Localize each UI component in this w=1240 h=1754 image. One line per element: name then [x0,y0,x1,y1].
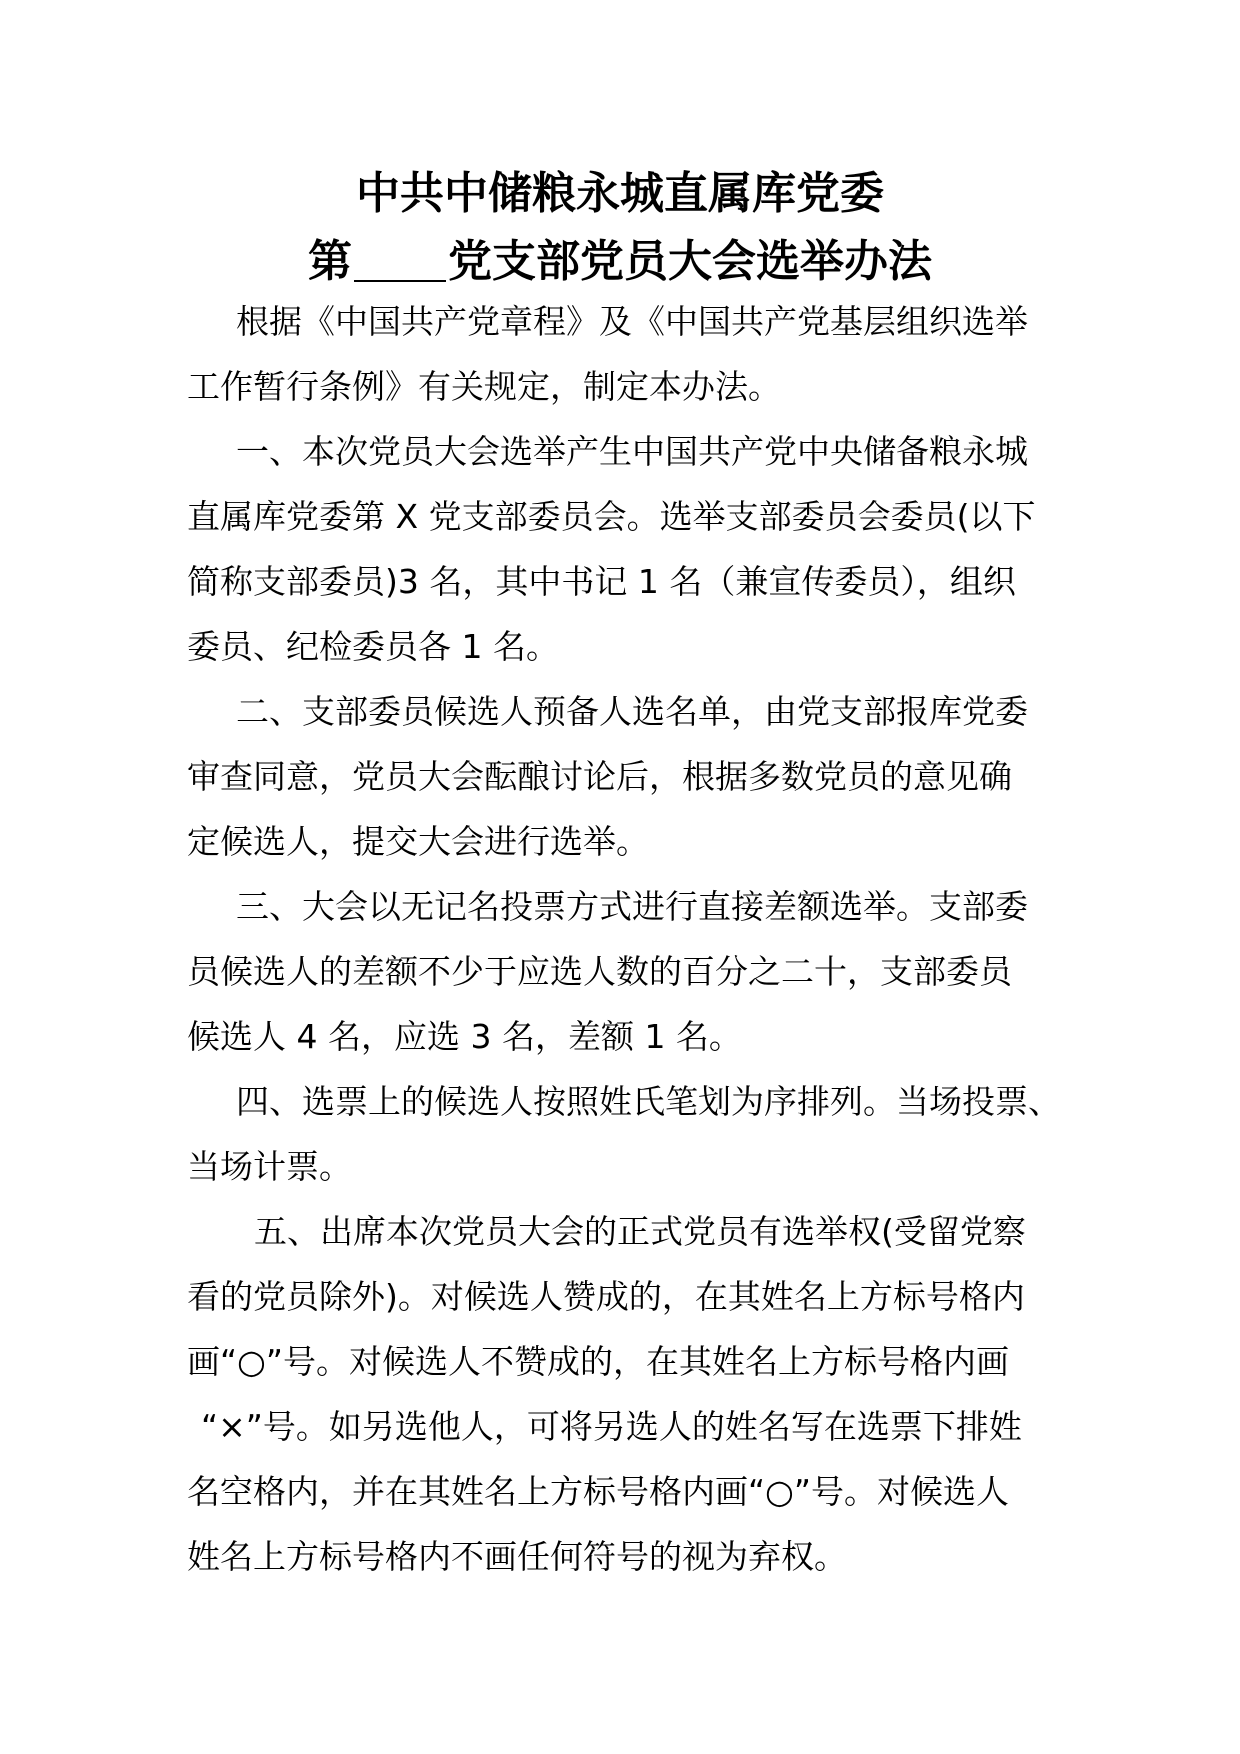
paragraph-5-line-2: 看的党员除外)。对候选人赞成的，在其姓名上方标号格内 [187,1277,1025,1316]
paragraph-3-line-3: 候选人 4 名，应选 3 名，差额 1 名。 [187,1017,742,1056]
title-suffix: 党支部党员大会选举办法 [448,236,932,287]
paragraph-2-line-1: 二、支部委员候选人预备人选名单，由党支部报库党委 [236,692,1028,731]
paragraph-4-line-2: 当场计票。 [187,1147,352,1186]
paragraph-2-line-2: 审查同意，党员大会酝酿讨论后，根据多数党员的意见确 [187,757,1012,796]
paragraph-intro-line-2: 工作暂行条例》有关规定，制定本办法。 [187,367,781,406]
document-title-line-2 [0,232,1240,292]
paragraph-intro-line-1: 根据《中国共产党章程》及《中国共产党基层组织选举 [236,302,1028,341]
blank-fill-line [354,276,446,282]
paragraph-5-line-6: 姓名上方标号格内不画任何符号的视为弃权。 [187,1537,847,1576]
paragraph-4-line-1: 四、选票上的候选人按照姓氏笔划为序排列。当场投票、 [236,1082,1061,1121]
paragraph-5-line-3: 画“○”号。对候选人不赞成的，在其姓名上方标号格内画 [187,1342,1009,1381]
paragraph-1-line-2: 直属库党委第 X 党支部委员会。选举支部委员会委员(以下 [187,497,1036,536]
paragraph-1-line-1: 一、本次党员大会选举产生中国共产党中央储备粮永城 [236,432,1028,471]
title-prefix: 第 [308,236,352,287]
paragraph-5-line-1: 五、出席本次党员大会的正式党员有选举权(受留党察 [254,1212,1026,1251]
paragraph-1-line-3: 简称支部委员)3 名，其中书记 1 名（兼宣传委员），组织 [187,562,1016,601]
paragraph-2-line-3: 定候选人，提交大会进行选举。 [187,822,649,861]
paragraph-3-line-1: 三、大会以无记名投票方式进行直接差额选举。支部委 [236,887,1028,926]
paragraph-5-line-4: “×”号。如另选他人，可将另选人的姓名写在选票下排姓 [201,1407,1022,1446]
paragraph-1-line-4: 委员、纪检委员各 1 名。 [187,627,559,666]
paragraph-3-line-2: 员候选人的差额不少于应选人数的百分之二十，支部委员 [187,952,1012,991]
document-title-line-1: 中共中储粮永城直属库党委 [356,168,884,219]
paragraph-5-line-5: 名空格内，并在其姓名上方标号格内画“○”号。对候选人 [187,1472,1009,1511]
